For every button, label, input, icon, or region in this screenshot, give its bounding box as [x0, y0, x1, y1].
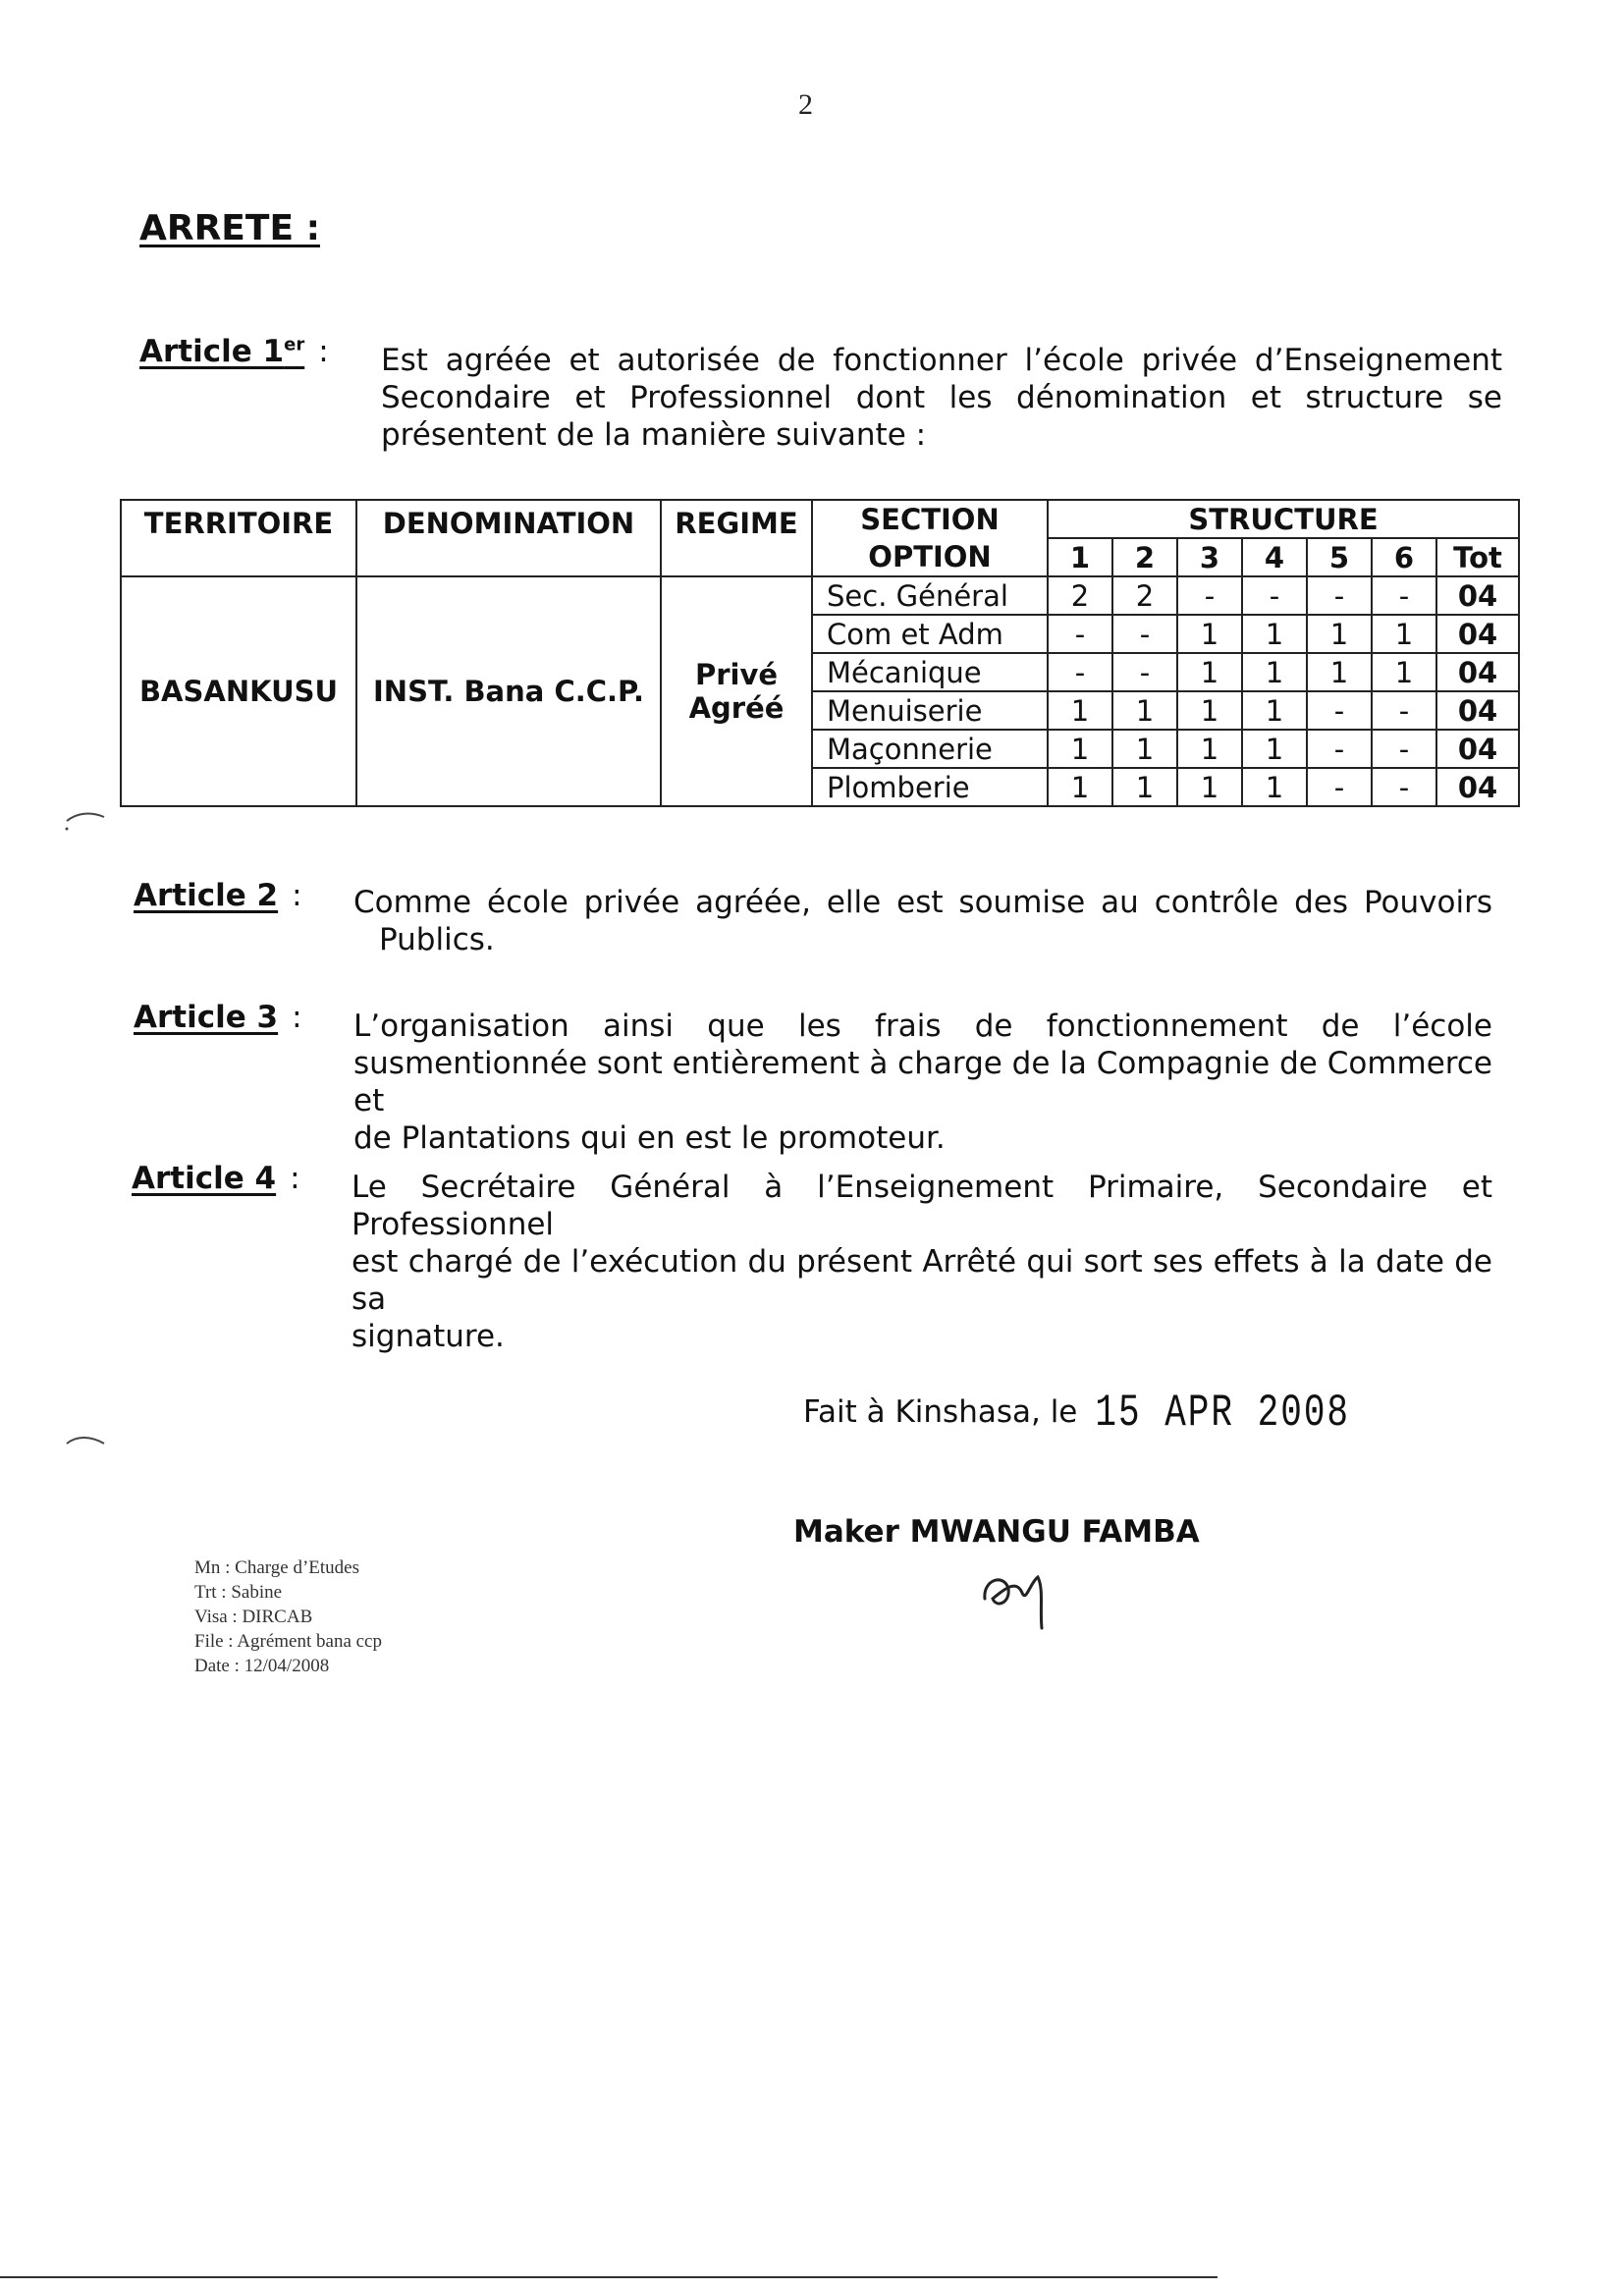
- value-cell: 2: [1048, 576, 1112, 615]
- total-cell: 04: [1436, 730, 1519, 768]
- header-col: 3: [1177, 538, 1242, 576]
- margin-mark: [61, 805, 110, 835]
- value-cell: 2: [1112, 576, 1177, 615]
- option-cell: Sec. Général: [812, 576, 1048, 615]
- total-cell: 04: [1436, 768, 1519, 806]
- article-4-line: est chargé de l’exécution du présent Arrêté qui sort ses effets à la date de sa: [352, 1244, 1492, 1317]
- header-col: 6: [1372, 538, 1436, 576]
- value-cell: 1: [1372, 653, 1436, 691]
- value-cell: -: [1112, 653, 1177, 691]
- value-cell: -: [1307, 691, 1372, 730]
- reference-line: Visa : DIRCAB: [194, 1607, 313, 1627]
- value-cell: 1: [1242, 615, 1307, 653]
- article-1-colon: :: [318, 334, 329, 369]
- value-cell: -: [1048, 615, 1112, 653]
- article-2-label-text: Article 2: [134, 878, 279, 913]
- header-structure: STRUCTURE: [1048, 500, 1519, 538]
- total-cell: 04: [1436, 576, 1519, 615]
- article-2-line: Publics.: [379, 922, 495, 957]
- article-3-line: susmentionnée sont entièrement à charge de la Compagnie de Commerce et: [353, 1046, 1492, 1118]
- place-text: Fait à Kinshasa, le: [803, 1394, 1078, 1430]
- article-3-label: [134, 1000, 302, 1035]
- value-cell: -: [1307, 576, 1372, 615]
- article-1-line: Secondaire et Professionnel dont les dénomination et structure se: [381, 380, 1502, 415]
- article-1-sup: er: [284, 334, 305, 355]
- value-cell: 1: [1177, 653, 1242, 691]
- article-4-colon: :: [290, 1161, 300, 1196]
- value-cell: 1: [1112, 691, 1177, 730]
- school-structure-table: [120, 499, 1520, 807]
- value-cell: 1: [1177, 730, 1242, 768]
- value-cell: -: [1177, 576, 1242, 615]
- article-3-label-text: Article 3: [134, 1000, 279, 1035]
- value-cell: 1: [1177, 691, 1242, 730]
- value-cell: 1: [1307, 615, 1372, 653]
- option-cell: Maçonnerie: [812, 730, 1048, 768]
- bottom-rule: [0, 2276, 1218, 2278]
- date-stamp: 15 APR 2008: [1095, 1386, 1351, 1440]
- decree-title: ARRETE :: [139, 208, 320, 248]
- header-option: OPTION: [812, 538, 1048, 576]
- header-col: 4: [1242, 538, 1307, 576]
- article-1-line: Est agréée et autorisée de fonctionner l’école privée d’Enseignement: [381, 343, 1502, 378]
- option-cell: Menuiserie: [812, 691, 1048, 730]
- regime-line: Agréé: [688, 691, 785, 725]
- value-cell: -: [1372, 768, 1436, 806]
- article-2-label: [134, 878, 302, 913]
- value-cell: -: [1112, 615, 1177, 653]
- reference-line: File : Agrément bana ccp: [194, 1631, 382, 1652]
- reference-line: Date : 12/04/2008: [194, 1656, 330, 1676]
- value-cell: -: [1242, 576, 1307, 615]
- place-date-line: [803, 1386, 1351, 1440]
- article-2-colon: :: [292, 878, 302, 913]
- reference-line: Mn : Charge d’Etudes: [194, 1557, 359, 1578]
- page-number: 2: [798, 88, 813, 121]
- value-cell: -: [1372, 691, 1436, 730]
- value-cell: 1: [1242, 730, 1307, 768]
- value-cell: 1: [1112, 768, 1177, 806]
- option-cell: Com et Adm: [812, 615, 1048, 653]
- value-cell: -: [1372, 576, 1436, 615]
- article-1-text: [381, 342, 1502, 454]
- regime-cell: [661, 576, 812, 806]
- article-3-line: de Plantations qui en est le promoteur.: [353, 1120, 946, 1156]
- total-cell: 04: [1436, 615, 1519, 653]
- header-denomination: DENOMINATION: [356, 500, 661, 576]
- value-cell: -: [1372, 730, 1436, 768]
- article-4-label-text: Article 4: [132, 1161, 277, 1196]
- value-cell: -: [1048, 653, 1112, 691]
- territoire-cell: BASANKUSU: [121, 576, 356, 806]
- article-3-text: [353, 1008, 1492, 1157]
- total-cell: 04: [1436, 653, 1519, 691]
- option-cell: Plomberie: [812, 768, 1048, 806]
- reference-line: Trt : Sabine: [194, 1582, 283, 1603]
- value-cell: 1: [1242, 653, 1307, 691]
- header-territoire: TERRITOIRE: [121, 500, 356, 576]
- handwritten-signature: [975, 1559, 1073, 1638]
- article-2-line: Comme école privée agréée, elle est soumise au contrôle des Pouvoirs: [353, 885, 1492, 920]
- article-3-colon: :: [292, 1000, 302, 1035]
- margin-mark: [61, 1428, 110, 1457]
- header-col: 5: [1307, 538, 1372, 576]
- denomination-cell: INST. Bana C.C.P.: [356, 576, 661, 806]
- value-cell: -: [1307, 730, 1372, 768]
- article-1-label-text: Article 1: [139, 334, 285, 369]
- value-cell: 1: [1048, 768, 1112, 806]
- article-1-line: présentent de la manière suivante :: [381, 417, 927, 453]
- value-cell: 1: [1307, 653, 1372, 691]
- value-cell: 1: [1242, 691, 1307, 730]
- header-col: 2: [1112, 538, 1177, 576]
- header-regime: REGIME: [661, 500, 812, 576]
- article-4-line: signature.: [352, 1319, 505, 1354]
- article-4-label: [132, 1161, 300, 1196]
- article-4-text: [352, 1169, 1492, 1355]
- article-3-line: L’organisation ainsi que les frais de fonctionnement de l’école: [353, 1009, 1492, 1044]
- value-cell: 1: [1177, 615, 1242, 653]
- value-cell: -: [1307, 768, 1372, 806]
- value-cell: 1: [1048, 691, 1112, 730]
- value-cell: 1: [1048, 730, 1112, 768]
- regime-line: Privé: [694, 658, 779, 691]
- reference-block: [194, 1555, 382, 1678]
- total-cell: 04: [1436, 691, 1519, 730]
- value-cell: 1: [1177, 768, 1242, 806]
- signatory-name: Maker MWANGU FAMBA: [793, 1514, 1200, 1550]
- header-section: SECTION: [812, 500, 1048, 538]
- article-1-label: [139, 334, 329, 369]
- value-cell: 1: [1372, 615, 1436, 653]
- header-col-tot: Tot: [1436, 538, 1519, 576]
- article-4-line: Le Secrétaire Général à l’Enseignement Primaire, Secondaire et Professionnel: [352, 1170, 1492, 1242]
- option-cell: Mécanique: [812, 653, 1048, 691]
- article-2-text: [353, 884, 1492, 958]
- value-cell: 1: [1112, 730, 1177, 768]
- value-cell: 1: [1242, 768, 1307, 806]
- header-col: 1: [1048, 538, 1112, 576]
- table-row: [121, 576, 1519, 615]
